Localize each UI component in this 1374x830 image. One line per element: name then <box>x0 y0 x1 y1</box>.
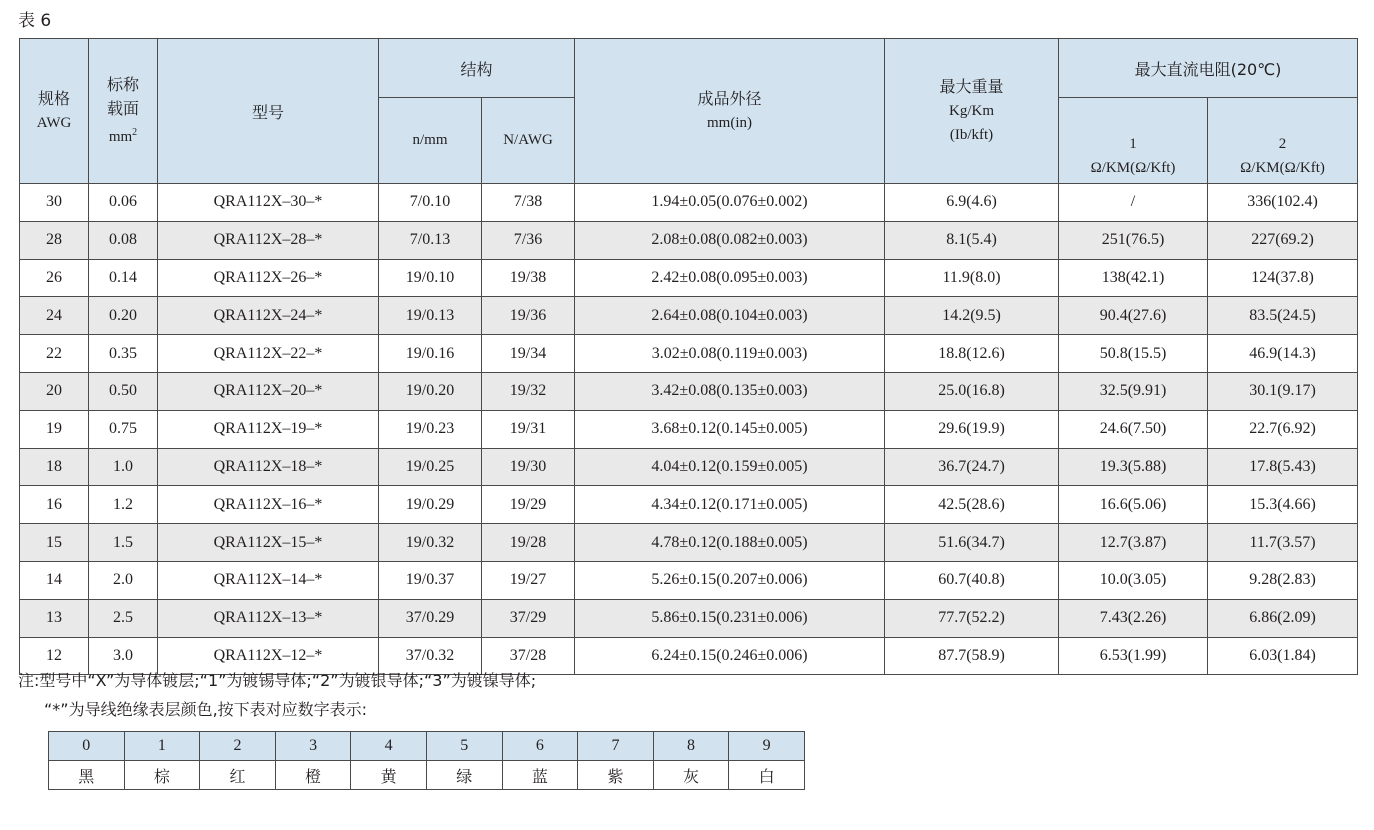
note-line-2: “*”为导线绝缘表层颜色,按下表对应数字表示: <box>44 700 368 719</box>
cell-resistance-1: 12.7(3.87) <box>1059 524 1208 562</box>
cell-resistance-2: 124(37.8) <box>1208 259 1358 297</box>
cell-nawg: 19/31 <box>482 410 575 448</box>
cell-weight: 60.7(40.8) <box>885 561 1059 599</box>
header-area: 标称 载面 $mm^2$ <box>89 39 158 184</box>
cell-weight: 8.1(5.4) <box>885 221 1059 259</box>
cell-od: 5.26±0.15(0.207±0.006) <box>575 561 885 599</box>
table-row <box>20 184 1358 222</box>
table-row <box>20 410 1358 448</box>
color-digit-cell: 7 <box>578 732 654 761</box>
cell-awg: 14 <box>20 561 89 599</box>
cell-area: 1.2 <box>89 486 158 524</box>
cell-resistance-2: 83.5(24.5) <box>1208 297 1358 335</box>
cell-weight: 77.7(52.2) <box>885 599 1059 637</box>
table-row <box>20 599 1358 637</box>
cell-resistance-1: 19.3(5.88) <box>1059 448 1208 486</box>
cell-resistance-2: 6.86(2.09) <box>1208 599 1358 637</box>
cell-nawg: 19/27 <box>482 561 575 599</box>
cell-od: 3.68±0.12(0.145±0.005) <box>575 410 885 448</box>
cell-resistance-1: 6.53(1.99) <box>1059 637 1208 675</box>
cell-model: QRA112X–26–* <box>158 259 379 297</box>
color-digit-cell: 2 <box>200 732 276 761</box>
header-res2: 2 Ω/KM(Ω/Kft) <box>1208 98 1358 184</box>
cell-resistance-2: 17.8(5.43) <box>1208 448 1358 486</box>
cell-model: QRA112X–14–* <box>158 561 379 599</box>
cell-nmm: 19/0.32 <box>379 524 482 562</box>
cell-resistance-1: 24.6(7.50) <box>1059 410 1208 448</box>
cable-spec-table <box>19 38 1358 675</box>
cell-model: QRA112X–19–* <box>158 410 379 448</box>
header-awg: 规格 AWG <box>20 39 89 184</box>
cell-area: 3.0 <box>89 637 158 675</box>
color-digit-cell: 9 <box>729 732 805 761</box>
cell-nmm: 37/0.32 <box>379 637 482 675</box>
cell-resistance-2: 22.7(6.92) <box>1208 410 1358 448</box>
cell-nmm: 7/0.13 <box>379 221 482 259</box>
cell-weight: 14.2(9.5) <box>885 297 1059 335</box>
cell-od: 4.04±0.12(0.159±0.005) <box>575 448 885 486</box>
color-code-table <box>48 731 805 790</box>
cell-od: 2.64±0.08(0.104±0.003) <box>575 297 885 335</box>
cell-area: 2.5 <box>89 599 158 637</box>
cell-model: QRA112X–24–* <box>158 297 379 335</box>
cell-nawg: 37/29 <box>482 599 575 637</box>
color-name-cell: 紫 <box>578 761 654 790</box>
cell-awg: 20 <box>20 372 89 410</box>
table-row <box>20 297 1358 335</box>
cell-od: 1.94±0.05(0.076±0.002) <box>575 184 885 222</box>
color-name-cell: 蓝 <box>502 761 578 790</box>
cell-model: QRA112X–30–* <box>158 184 379 222</box>
cell-nawg: 37/28 <box>482 637 575 675</box>
cell-area: 0.06 <box>89 184 158 222</box>
table-row <box>20 561 1358 599</box>
color-digit-cell: 1 <box>124 732 200 761</box>
color-name-cell: 绿 <box>426 761 502 790</box>
cell-resistance-1: 50.8(15.5) <box>1059 335 1208 373</box>
color-name-cell: 橙 <box>275 761 351 790</box>
cell-resistance-1: 16.6(5.06) <box>1059 486 1208 524</box>
cell-resistance-1: 7.43(2.26) <box>1059 599 1208 637</box>
cell-od: 5.86±0.15(0.231±0.006) <box>575 599 885 637</box>
cell-area: 0.75 <box>89 410 158 448</box>
header-model: 型号 <box>158 39 379 184</box>
cell-resistance-2: 336(102.4) <box>1208 184 1358 222</box>
cell-awg: 19 <box>20 410 89 448</box>
color-name-cell: 棕 <box>124 761 200 790</box>
color-digit-cell: 8 <box>653 732 729 761</box>
header-structure-nmm: n/mm <box>379 98 482 184</box>
cell-resistance-2: 30.1(9.17) <box>1208 372 1358 410</box>
cell-weight: 36.7(24.7) <box>885 448 1059 486</box>
table-row <box>20 259 1358 297</box>
cell-od: 3.02±0.08(0.119±0.003) <box>575 335 885 373</box>
color-name-row <box>49 761 805 790</box>
cell-model: QRA112X–28–* <box>158 221 379 259</box>
cell-nawg: 19/38 <box>482 259 575 297</box>
cell-resistance-1: 10.0(3.05) <box>1059 561 1208 599</box>
cell-nawg: 19/36 <box>482 297 575 335</box>
cell-nmm: 37/0.29 <box>379 599 482 637</box>
cell-weight: 11.9(8.0) <box>885 259 1059 297</box>
header-area-unit: $mm^2$ <box>108 127 138 145</box>
cell-awg: 22 <box>20 335 89 373</box>
cell-weight: 29.6(19.9) <box>885 410 1059 448</box>
cell-model: QRA112X–15–* <box>158 524 379 562</box>
cell-awg: 13 <box>20 599 89 637</box>
cell-awg: 15 <box>20 524 89 562</box>
cell-resistance-1: 251(76.5) <box>1059 221 1208 259</box>
header-structure: 结构 <box>379 39 575 98</box>
header-od: 成品外径 mm(in) <box>575 39 885 184</box>
cell-area: 1.5 <box>89 524 158 562</box>
header-res1: 1 Ω/KM(Ω/Kft) <box>1059 98 1208 184</box>
cell-nawg: 19/32 <box>482 372 575 410</box>
header-weight: 最大重量 Kg/Km (Ib/kft) <box>885 39 1059 184</box>
cell-area: 0.50 <box>89 372 158 410</box>
header-resistance: 最大直流电阻(20℃) <box>1059 39 1358 98</box>
cell-nawg: 7/36 <box>482 221 575 259</box>
cell-weight: 42.5(28.6) <box>885 486 1059 524</box>
cell-nmm: 19/0.20 <box>379 372 482 410</box>
cell-weight: 51.6(34.7) <box>885 524 1059 562</box>
note-line-1: 注:型号中“X”为导体镀层;“1”为镀锡导体;“2”为镀银导体;“3”为镀镍导体; <box>18 671 537 690</box>
table-row <box>20 221 1358 259</box>
cell-resistance-1: / <box>1059 184 1208 222</box>
table-body <box>20 184 1358 675</box>
color-digit-cell: 4 <box>351 732 427 761</box>
cell-od: 2.42±0.08(0.095±0.003) <box>575 259 885 297</box>
cell-resistance-2: 46.9(14.3) <box>1208 335 1358 373</box>
cell-resistance-1: 90.4(27.6) <box>1059 297 1208 335</box>
cell-resistance-1: 32.5(9.91) <box>1059 372 1208 410</box>
cell-weight: 6.9(4.6) <box>885 184 1059 222</box>
cell-resistance-2: 227(69.2) <box>1208 221 1358 259</box>
cell-model: QRA112X–16–* <box>158 486 379 524</box>
color-digit-cell: 3 <box>275 732 351 761</box>
cell-resistance-1: 138(42.1) <box>1059 259 1208 297</box>
cell-od: 4.78±0.12(0.188±0.005) <box>575 524 885 562</box>
color-name-cell: 红 <box>200 761 276 790</box>
cell-awg: 16 <box>20 486 89 524</box>
cell-model: QRA112X–12–* <box>158 637 379 675</box>
cell-nmm: 19/0.16 <box>379 335 482 373</box>
table-row <box>20 335 1358 373</box>
cell-awg: 26 <box>20 259 89 297</box>
cell-nawg: 19/28 <box>482 524 575 562</box>
cell-area: 2.0 <box>89 561 158 599</box>
color-name-cell: 黑 <box>49 761 125 790</box>
cell-od: 2.08±0.08(0.082±0.003) <box>575 221 885 259</box>
table-row <box>20 524 1358 562</box>
cell-nawg: 19/30 <box>482 448 575 486</box>
color-digit-cell: 0 <box>49 732 125 761</box>
cell-resistance-2: 9.28(2.83) <box>1208 561 1358 599</box>
table-row <box>20 448 1358 486</box>
cell-area: 0.35 <box>89 335 158 373</box>
color-name-cell: 灰 <box>653 761 729 790</box>
cell-nmm: 19/0.29 <box>379 486 482 524</box>
color-digit-cell: 5 <box>426 732 502 761</box>
cell-resistance-2: 11.7(3.57) <box>1208 524 1358 562</box>
color-name-cell: 黄 <box>351 761 427 790</box>
table-label: 表 6 <box>18 11 52 31</box>
cell-awg: 18 <box>20 448 89 486</box>
color-digit-cell: 6 <box>502 732 578 761</box>
cell-area: 0.20 <box>89 297 158 335</box>
cell-awg: 28 <box>20 221 89 259</box>
cell-nmm: 19/0.37 <box>379 561 482 599</box>
cell-nawg: 19/29 <box>482 486 575 524</box>
cell-weight: 18.8(12.6) <box>885 335 1059 373</box>
cell-awg: 24 <box>20 297 89 335</box>
cell-model: QRA112X–20–* <box>158 372 379 410</box>
header-structure-nawg: N/AWG <box>482 98 575 184</box>
cell-nmm: 19/0.13 <box>379 297 482 335</box>
table-row <box>20 372 1358 410</box>
cell-awg: 12 <box>20 637 89 675</box>
cell-nmm: 19/0.23 <box>379 410 482 448</box>
cell-nmm: 19/0.10 <box>379 259 482 297</box>
cell-od: 4.34±0.12(0.171±0.005) <box>575 486 885 524</box>
cell-awg: 30 <box>20 184 89 222</box>
cell-resistance-2: 6.03(1.84) <box>1208 637 1358 675</box>
cell-model: QRA112X–13–* <box>158 599 379 637</box>
cell-area: 0.14 <box>89 259 158 297</box>
cell-area: 1.0 <box>89 448 158 486</box>
cell-nmm: 7/0.10 <box>379 184 482 222</box>
cell-area: 0.08 <box>89 221 158 259</box>
table-header <box>20 39 1358 184</box>
cell-od: 3.42±0.08(0.135±0.003) <box>575 372 885 410</box>
cell-model: QRA112X–18–* <box>158 448 379 486</box>
cell-nawg: 7/38 <box>482 184 575 222</box>
cell-weight: 25.0(16.8) <box>885 372 1059 410</box>
cell-resistance-2: 15.3(4.66) <box>1208 486 1358 524</box>
table-row <box>20 486 1358 524</box>
cell-nmm: 19/0.25 <box>379 448 482 486</box>
cell-od: 6.24±0.15(0.246±0.006) <box>575 637 885 675</box>
color-name-cell: 白 <box>729 761 805 790</box>
color-digit-row <box>49 732 805 761</box>
cell-weight: 87.7(58.9) <box>885 637 1059 675</box>
cell-model: QRA112X–22–* <box>158 335 379 373</box>
cell-nawg: 19/34 <box>482 335 575 373</box>
